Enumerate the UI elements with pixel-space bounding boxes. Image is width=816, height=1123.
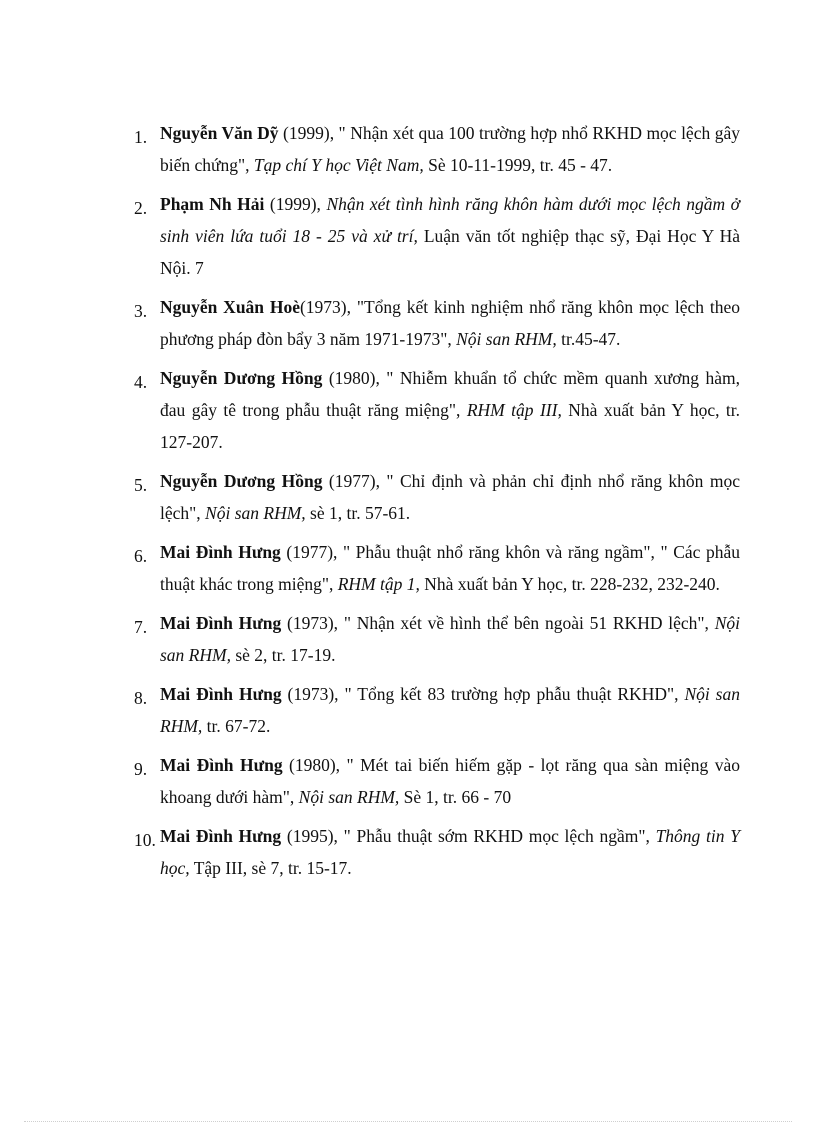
reference-item <box>134 820 740 884</box>
reference-source: Nhận xét tình hình răng khôn hàm dưới mọc lệch ngầm ở sinh viên lứa tuổi 18 - 25 và xử trí, <box>160 194 740 246</box>
reference-number: 3. <box>134 301 148 321</box>
reference-source: Nội san RHM, <box>160 613 740 665</box>
reference-detail: sè 1, tr. 57-61. <box>305 503 411 523</box>
reference-item <box>134 362 740 458</box>
reference-text: (1999), <box>264 194 327 214</box>
reference-detail: tr.45-47. <box>556 329 621 349</box>
reference-number: 8. <box>134 688 148 708</box>
reference-text: (1973), "Tổng kết kinh nghiệm nhổ răng khôn mọc lệch theo phương pháp đòn bẩy 3 năm 1971-1973", <box>160 297 740 349</box>
reference-list <box>134 117 740 891</box>
reference-author: Mai Đình Hưng <box>160 755 283 775</box>
reference-item <box>134 188 740 284</box>
reference-detail: Sè 10-11-1999, tr. 45 - 47. <box>423 155 613 175</box>
reference-author: Nguyễn Văn Dỹ <box>160 123 279 143</box>
reference-author: Mai Đình Hưng <box>160 684 282 704</box>
reference-number: 10. <box>134 830 156 850</box>
reference-item <box>134 749 740 813</box>
reference-item <box>134 607 740 671</box>
reference-detail: Luận văn tốt nghiệp thạc sỹ, Đại Học Y Hà Nội. 7 <box>160 226 740 278</box>
reference-author: Mai Đình Hưng <box>160 542 281 562</box>
reference-text: (1973), " Tổng kết 83 trường hợp phẫu thuật RKHD", <box>281 684 685 704</box>
reference-text: (1999), " Nhận xét qua 100 trường hợp nhổ RKHD mọc lệch gây biến chứng", <box>160 123 740 175</box>
reference-item <box>134 536 740 600</box>
reference-number: 9. <box>134 759 148 779</box>
reference-item <box>134 291 740 355</box>
reference-item <box>134 117 740 181</box>
reference-source: RHM tập III, <box>466 400 562 420</box>
reference-number: 7. <box>134 617 148 637</box>
reference-detail: Tập III, sè 7, tr. 15-17. <box>189 858 352 878</box>
reference-detail: sè 2, tr. 17-19. <box>230 645 336 665</box>
reference-detail: Nhà xuất bản Y học, tr. 228-232, 232-240. <box>419 574 720 594</box>
reference-author: Nguyễn Xuân Hoè <box>160 297 300 317</box>
reference-number: 5. <box>134 475 148 495</box>
reference-detail: tr. 67-72. <box>202 716 271 736</box>
reference-text: (1973), " Nhận xét về hình thể bên ngoài 51 RKHD lệch", <box>281 613 715 633</box>
reference-source: Nội san RHM, <box>456 329 557 349</box>
reference-text: (1980), " Mét tai biến hiếm gặp - lọt răng qua sàn miệng vào khoang dưới hàm", <box>160 755 740 807</box>
reference-author: Nguyễn Dương Hồng <box>160 471 323 491</box>
reference-text: (1980), " Nhiễm khuẩn tổ chức mềm quanh xương hàm, đau gây tê trong phẫu thuật răng miệng", <box>160 368 740 420</box>
reference-text: (1977), " Phẫu thuật nhổ răng khôn và răng ngầm", " Các phẫu thuật khác trong miệng", <box>160 542 740 594</box>
reference-detail: Nhà xuất bản Y học, tr. 127-207. <box>160 400 740 452</box>
reference-source: Nội san RHM, <box>205 503 306 523</box>
reference-item <box>134 678 740 742</box>
reference-number: 1. <box>134 127 148 147</box>
reference-text: (1995), " Phẫu thuật sớm RKHD mọc lệch ngầm", <box>281 826 656 846</box>
page-bottom-divider <box>24 1121 792 1122</box>
reference-author: Nguyễn Dương Hồng <box>160 368 323 388</box>
reference-number: 6. <box>134 546 148 566</box>
reference-source: Thông tin Y học, <box>160 826 740 878</box>
reference-author: Mai Đình Hưng <box>160 826 282 846</box>
reference-author: Phạm Nh Hải <box>160 194 265 214</box>
reference-source: Tạp chí Y học Việt Nam, <box>253 155 424 175</box>
reference-text: (1977), " Chỉ định và phản chỉ định nhổ răng khôn mọc lệch", <box>160 471 741 523</box>
reference-author: Mai Đình Hưng <box>160 613 282 633</box>
reference-item <box>134 465 740 529</box>
reference-number: 4. <box>134 372 148 392</box>
reference-detail: Sè 1, tr. 66 - 70 <box>399 787 512 807</box>
reference-number: 2. <box>134 198 148 218</box>
reference-source: Nội san RHM, <box>298 787 400 807</box>
reference-source: RHM tập 1, <box>337 574 420 594</box>
reference-source: Nội san RHM, <box>160 684 740 736</box>
